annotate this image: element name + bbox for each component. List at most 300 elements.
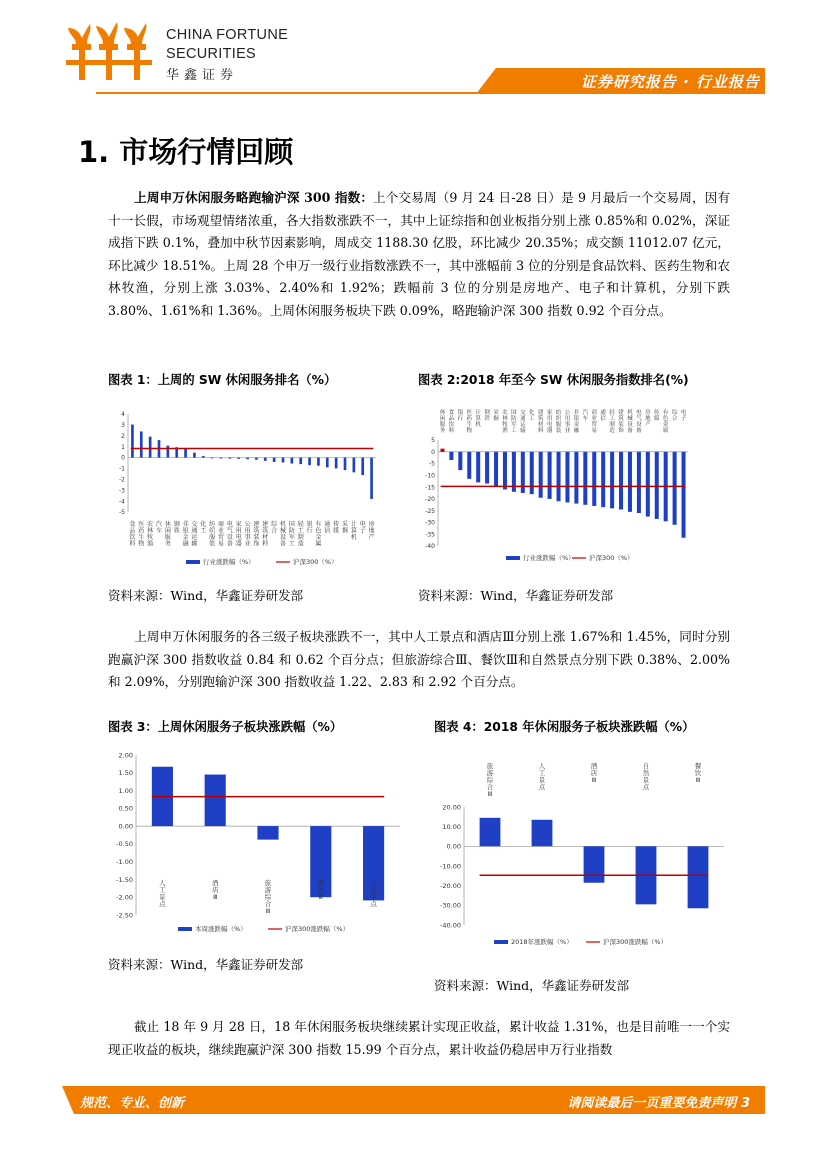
category-label bbox=[618, 408, 624, 434]
svg-text:筑: 筑 bbox=[618, 416, 624, 422]
svg-text:农: 农 bbox=[147, 521, 154, 528]
svg-text:械: 械 bbox=[279, 527, 287, 535]
svg-text:传: 传 bbox=[333, 521, 340, 528]
y-tick-label: 2.00 bbox=[118, 751, 133, 760]
legend-label-reference: 沪深300涨跌幅（%） bbox=[603, 938, 668, 946]
svg-text:用: 用 bbox=[564, 416, 571, 422]
svg-text:牧: 牧 bbox=[502, 422, 508, 428]
svg-text:服: 服 bbox=[439, 422, 446, 428]
bar-综合 bbox=[273, 458, 276, 462]
category-label bbox=[289, 520, 295, 548]
svg-text:然: 然 bbox=[642, 769, 650, 777]
paragraph-market-review bbox=[108, 187, 730, 323]
svg-text:信: 信 bbox=[324, 527, 331, 535]
svg-text:Ⅲ: Ⅲ bbox=[591, 776, 597, 784]
svg-text:车: 车 bbox=[155, 527, 163, 535]
svg-text:电: 电 bbox=[226, 521, 233, 528]
svg-text:钢: 钢 bbox=[484, 410, 490, 416]
svg-text:饮: 饮 bbox=[448, 422, 455, 428]
svg-text:饰: 饰 bbox=[618, 428, 624, 434]
paragraph-body: 截止 18 年 9 月 28 日，18 年休闲服务板块继续累计实现正收益，累计收益 1.31%，也是目前唯一一个实现正收益的板块，继续跑赢沪深 300 指数 15.99 个百分点，累计收益仍稳居申万行业指数 bbox=[108, 1019, 730, 1057]
svg-text:机: 机 bbox=[627, 410, 633, 416]
svg-text:综: 综 bbox=[671, 410, 678, 416]
svg-text:银: 银 bbox=[306, 521, 313, 528]
svg-text:业: 业 bbox=[217, 527, 225, 535]
bar-房地产 bbox=[370, 458, 373, 499]
category-label bbox=[280, 520, 286, 548]
svg-text:餐: 餐 bbox=[317, 879, 325, 887]
legend-bar-swatch bbox=[494, 940, 508, 944]
bar-公用事业 bbox=[246, 458, 249, 460]
y-tick-label: 0.50 bbox=[118, 804, 133, 813]
svg-text:有: 有 bbox=[315, 521, 322, 528]
svg-text:料: 料 bbox=[537, 428, 544, 434]
category-label bbox=[245, 521, 251, 548]
svg-text:银: 银 bbox=[573, 416, 580, 422]
svg-text:备: 备 bbox=[226, 540, 233, 548]
svg-text:Ⅲ: Ⅲ bbox=[487, 790, 493, 798]
svg-text:交: 交 bbox=[520, 410, 526, 416]
category-label bbox=[212, 878, 219, 901]
legend-bar-swatch bbox=[506, 556, 520, 560]
svg-text:工: 工 bbox=[297, 527, 304, 535]
y-tick-label: 4 bbox=[121, 411, 125, 419]
bar-建筑装饰 bbox=[619, 452, 623, 510]
y-tick-label: -10 bbox=[425, 472, 435, 480]
bar-通信 bbox=[326, 458, 329, 468]
category-label bbox=[600, 408, 606, 422]
svg-text:渔: 渔 bbox=[147, 540, 154, 548]
bar-轻工制造 bbox=[299, 458, 302, 465]
svg-text:织: 织 bbox=[209, 527, 216, 535]
svg-text:业: 业 bbox=[564, 428, 571, 434]
svg-text:运: 运 bbox=[191, 534, 198, 541]
svg-text:属: 属 bbox=[662, 428, 669, 434]
category-label bbox=[200, 520, 206, 535]
svg-text:银: 银 bbox=[182, 527, 189, 535]
legend-label-reference: 沪深300（%） bbox=[293, 558, 338, 566]
bar-交通运输 bbox=[193, 453, 196, 458]
svg-text:制: 制 bbox=[297, 534, 304, 541]
category-label bbox=[591, 408, 597, 434]
svg-text:酒: 酒 bbox=[590, 762, 598, 770]
svg-text:装: 装 bbox=[618, 422, 624, 428]
svg-text:人: 人 bbox=[538, 762, 546, 770]
svg-text:物: 物 bbox=[138, 540, 145, 548]
svg-text:器: 器 bbox=[546, 428, 553, 434]
svg-text:休: 休 bbox=[439, 410, 446, 416]
svg-text:输: 输 bbox=[191, 540, 198, 548]
chart-sub-sector-weekly bbox=[108, 745, 408, 940]
svg-text:机: 机 bbox=[475, 422, 481, 428]
category-label bbox=[218, 520, 225, 548]
bar-商业贸易 bbox=[220, 458, 223, 459]
svg-text:点: 点 bbox=[370, 900, 377, 908]
paragraph-lead: 上周申万休闲服务略跑输沪深 300 指数： bbox=[134, 190, 374, 205]
svg-text:景: 景 bbox=[538, 776, 546, 784]
svg-text:采: 采 bbox=[341, 521, 349, 528]
svg-text:建: 建 bbox=[618, 410, 624, 416]
svg-text:地: 地 bbox=[645, 416, 651, 422]
svg-text:品: 品 bbox=[448, 416, 455, 422]
category-label bbox=[227, 520, 233, 548]
svg-text:掘: 掘 bbox=[493, 416, 499, 422]
bar-人工景点 bbox=[532, 820, 553, 847]
figure-4-title: 图表 4：2018 年休闲服务子板块涨跌幅（%） bbox=[434, 720, 695, 734]
category-label bbox=[147, 520, 153, 548]
legend-label-reference: 沪深300（%） bbox=[589, 554, 634, 562]
bar-通信 bbox=[601, 452, 605, 507]
bar-非银金融 bbox=[574, 452, 578, 504]
svg-text:汽: 汽 bbox=[155, 521, 163, 528]
svg-text:纺: 纺 bbox=[555, 410, 562, 416]
svg-text:化: 化 bbox=[200, 521, 207, 528]
svg-text:合: 合 bbox=[271, 527, 278, 535]
svg-text:生: 生 bbox=[138, 534, 145, 541]
category-label bbox=[183, 520, 190, 548]
svg-text:化: 化 bbox=[528, 410, 535, 416]
category-label bbox=[458, 408, 464, 422]
svg-text:通: 通 bbox=[600, 410, 606, 416]
category-label bbox=[493, 408, 499, 422]
svg-text:建: 建 bbox=[253, 521, 260, 528]
y-tick-label: -4 bbox=[119, 498, 125, 506]
svg-text:旅: 旅 bbox=[486, 762, 494, 770]
svg-text:计: 计 bbox=[350, 521, 357, 528]
svg-text:Ⅲ: Ⅲ bbox=[212, 893, 218, 901]
figure-1-source: 资料来源：Wind，华鑫证券研发部 bbox=[108, 588, 304, 603]
y-tick-label: -5 bbox=[119, 509, 125, 517]
svg-text:电: 电 bbox=[636, 410, 642, 416]
brand-name-cn: 华鑫证券 bbox=[166, 68, 239, 83]
y-tick-label: -1.50 bbox=[116, 875, 133, 884]
svg-text:房: 房 bbox=[368, 521, 375, 528]
figure-1-title: 图表 1：上周的 SW 休闲服务排名（%） bbox=[108, 373, 337, 387]
svg-text:械: 械 bbox=[627, 416, 633, 422]
svg-text:钢: 钢 bbox=[173, 521, 180, 528]
y-tick-label: -20.00 bbox=[440, 881, 461, 890]
bar-综合 bbox=[673, 452, 677, 525]
svg-text:行: 行 bbox=[457, 416, 464, 422]
category-label bbox=[440, 408, 446, 434]
bar-酒店Ⅲ bbox=[205, 775, 226, 827]
svg-text:药: 药 bbox=[138, 527, 145, 535]
category-label bbox=[191, 520, 198, 548]
bar-银行 bbox=[308, 458, 311, 466]
svg-text:融: 融 bbox=[182, 540, 189, 548]
figure-2-title: 图表 2:2018 年至今 SW 休闲服务指数排名(%) bbox=[418, 373, 689, 387]
y-tick-label: 10.00 bbox=[442, 822, 461, 831]
category-label bbox=[627, 408, 633, 434]
svg-text:设: 设 bbox=[279, 534, 287, 541]
y-tick-label: 3 bbox=[121, 422, 125, 430]
svg-text:医: 医 bbox=[138, 521, 145, 528]
svg-text:设: 设 bbox=[226, 534, 233, 541]
svg-text:材: 材 bbox=[537, 422, 544, 428]
category-label bbox=[318, 878, 325, 901]
category-label bbox=[574, 408, 580, 434]
svg-text:人: 人 bbox=[159, 879, 166, 887]
footer-disclaimer-note: 请阅读最后一页重要免责声明 3 bbox=[567, 1096, 750, 1111]
svg-text:景: 景 bbox=[159, 893, 166, 901]
category-label bbox=[370, 878, 377, 908]
brand-name-en-line1: CHINA FORTUNE bbox=[166, 27, 289, 43]
category-label bbox=[333, 520, 339, 535]
svg-text:饮: 饮 bbox=[129, 534, 136, 541]
y-tick-label: 0.00 bbox=[446, 842, 461, 851]
svg-text:商: 商 bbox=[591, 410, 598, 416]
svg-text:物: 物 bbox=[466, 428, 473, 434]
svg-text:装: 装 bbox=[253, 534, 260, 541]
svg-text:食: 食 bbox=[129, 521, 136, 528]
y-tick-label: 1.50 bbox=[118, 769, 133, 778]
y-tick-label: 2 bbox=[121, 432, 125, 440]
svg-text:饮: 饮 bbox=[317, 886, 325, 894]
category-label bbox=[475, 408, 481, 428]
svg-text:制: 制 bbox=[609, 422, 615, 428]
svg-text:合: 合 bbox=[264, 900, 272, 908]
bar-家用电器 bbox=[548, 452, 552, 499]
svg-text:事: 事 bbox=[564, 422, 571, 428]
category-label bbox=[591, 761, 598, 784]
category-label bbox=[129, 520, 135, 548]
svg-text:地: 地 bbox=[368, 527, 375, 535]
y-tick-label: -10.00 bbox=[440, 862, 461, 871]
svg-text:休: 休 bbox=[164, 521, 171, 528]
bar-酒店Ⅲ bbox=[584, 846, 605, 882]
svg-text:电: 电 bbox=[546, 422, 553, 428]
bar-家用电器 bbox=[237, 458, 240, 459]
bar-建筑装饰 bbox=[255, 458, 258, 460]
svg-text:景: 景 bbox=[642, 776, 650, 784]
svg-text:造: 造 bbox=[297, 540, 304, 548]
bar-食品饮料 bbox=[131, 425, 134, 458]
y-tick-label: 1 bbox=[121, 443, 125, 451]
svg-text:Ⅲ: Ⅲ bbox=[318, 893, 324, 901]
bar-化工 bbox=[202, 456, 205, 458]
svg-text:点: 点 bbox=[159, 900, 166, 908]
svg-text:军: 军 bbox=[511, 422, 517, 428]
category-label bbox=[138, 520, 144, 548]
svg-text:通: 通 bbox=[520, 416, 526, 422]
svg-text:饮: 饮 bbox=[694, 769, 702, 777]
bar-房地产 bbox=[646, 452, 650, 517]
category-label bbox=[369, 520, 375, 541]
category-label bbox=[511, 408, 517, 434]
svg-text:农: 农 bbox=[502, 410, 508, 416]
figure-3-title: 图表 3：上周休闲服务子板块涨跌幅（%） bbox=[108, 720, 343, 734]
svg-text:店: 店 bbox=[590, 769, 598, 777]
svg-text:备: 备 bbox=[627, 428, 633, 434]
paragraph-ytd-summary bbox=[108, 1016, 730, 1061]
bar-电气设备 bbox=[637, 452, 641, 513]
legend-label-series: 行业涨跌幅（%） bbox=[523, 554, 575, 562]
svg-text:家: 家 bbox=[235, 521, 242, 528]
category-label bbox=[643, 761, 650, 791]
y-tick-label: 20.00 bbox=[442, 803, 461, 812]
bar-旅游综合Ⅲ bbox=[257, 826, 278, 840]
legend-bar-swatch bbox=[178, 927, 192, 931]
svg-text:信: 信 bbox=[600, 416, 606, 422]
svg-text:景: 景 bbox=[370, 893, 377, 901]
svg-text:合: 合 bbox=[486, 783, 494, 791]
bar-传媒 bbox=[335, 458, 338, 469]
bar-采掘 bbox=[494, 452, 498, 486]
svg-text:产: 产 bbox=[368, 534, 375, 541]
svg-text:通: 通 bbox=[191, 527, 198, 535]
bar-医药生物 bbox=[467, 452, 471, 479]
category-label bbox=[253, 520, 259, 548]
category-label bbox=[159, 878, 166, 908]
category-label bbox=[315, 520, 321, 548]
svg-text:媒: 媒 bbox=[333, 527, 340, 535]
svg-text:公: 公 bbox=[244, 521, 251, 528]
svg-text:行: 行 bbox=[306, 527, 313, 535]
category-label bbox=[487, 761, 494, 798]
category-label bbox=[565, 410, 571, 434]
svg-text:装: 装 bbox=[555, 428, 562, 434]
category-label bbox=[502, 408, 508, 434]
svg-text:筑: 筑 bbox=[262, 527, 269, 535]
category-label bbox=[351, 520, 357, 541]
category-label bbox=[663, 408, 669, 434]
bar-钢铁 bbox=[485, 452, 489, 484]
svg-text:务: 务 bbox=[164, 540, 171, 548]
legend-label-reference: 沪深300涨跌幅（%） bbox=[285, 925, 350, 933]
svg-text:设: 设 bbox=[636, 422, 642, 428]
svg-text:汽: 汽 bbox=[582, 410, 589, 416]
bar-电子 bbox=[682, 452, 686, 538]
svg-text:服: 服 bbox=[164, 534, 171, 541]
category-label bbox=[583, 408, 589, 422]
paragraph-sub-sectors bbox=[108, 626, 730, 694]
svg-text:设: 设 bbox=[627, 422, 633, 428]
bar-公用事业 bbox=[565, 452, 569, 503]
svg-text:筑: 筑 bbox=[537, 416, 544, 422]
category-label bbox=[636, 408, 642, 434]
svg-text:子: 子 bbox=[359, 527, 366, 535]
bar-计算机 bbox=[476, 452, 480, 483]
paragraph-body: 上周申万休闲服务的各三级子板块涨跌不一，其中人工景点和酒店Ⅲ分别上涨 1.67%和 1.45%，同时分别跑赢沪深 300 指数收益 0.84 和 0.62 个百分点；但旅游综合Ⅲ、餐饮Ⅲ和自然景点分别下跌 0.38%、2.00%和 2.09%，分别跑输沪深 300 指数收益 1.22、2.83 和 2.92 个百分点。 bbox=[108, 629, 730, 690]
chart-sw-ytd-ranking bbox=[418, 400, 698, 570]
y-tick-label: -40.00 bbox=[440, 921, 461, 930]
y-tick-label: 0 bbox=[121, 454, 125, 462]
svg-text:金: 金 bbox=[573, 422, 580, 428]
svg-text:贸: 贸 bbox=[591, 422, 598, 428]
svg-text:用: 用 bbox=[235, 527, 242, 535]
svg-text:非: 非 bbox=[182, 521, 189, 528]
bar-餐饮Ⅲ bbox=[688, 846, 709, 908]
y-tick-label: -0.50 bbox=[116, 840, 133, 849]
bar-银行 bbox=[458, 452, 462, 470]
bar-机械设备 bbox=[628, 452, 632, 512]
bar-商业贸易 bbox=[592, 452, 596, 506]
svg-text:工: 工 bbox=[609, 416, 615, 422]
bar-休闲服务 bbox=[440, 449, 444, 452]
bar-农林牧渔 bbox=[503, 452, 507, 490]
bar-有色金属 bbox=[317, 458, 320, 466]
category-label bbox=[156, 520, 162, 535]
brand-name-en-line2: SECURITIES bbox=[166, 46, 257, 62]
svg-text:点: 点 bbox=[642, 783, 650, 791]
svg-text:金: 金 bbox=[662, 422, 669, 428]
category-label bbox=[466, 408, 472, 434]
category-label bbox=[209, 520, 216, 548]
category-label bbox=[538, 408, 544, 434]
svg-text:商: 商 bbox=[217, 521, 225, 528]
svg-text:酒: 酒 bbox=[211, 879, 219, 887]
svg-text:掘: 掘 bbox=[341, 527, 349, 535]
y-tick-label: -15 bbox=[425, 484, 435, 492]
svg-text:军: 军 bbox=[288, 534, 295, 541]
svg-text:装: 装 bbox=[209, 540, 216, 548]
y-tick-label: -5 bbox=[429, 460, 435, 468]
svg-text:服: 服 bbox=[555, 422, 562, 428]
svg-text:料: 料 bbox=[129, 540, 136, 548]
company-logo-icon bbox=[62, 20, 154, 82]
legend-label-series: 2018年涨跌幅（%） bbox=[511, 938, 573, 946]
footer-slogan: 规范、专业、创新 bbox=[80, 1096, 185, 1111]
svg-text:游: 游 bbox=[486, 769, 494, 777]
svg-text:然: 然 bbox=[370, 886, 377, 894]
svg-text:电: 电 bbox=[235, 534, 242, 541]
svg-text:输: 输 bbox=[520, 428, 526, 434]
svg-text:料: 料 bbox=[262, 540, 269, 548]
svg-text:店: 店 bbox=[211, 886, 219, 894]
bar-轻工制造 bbox=[610, 452, 614, 509]
svg-text:服: 服 bbox=[209, 534, 216, 541]
category-label bbox=[324, 520, 330, 535]
svg-text:有: 有 bbox=[662, 410, 669, 416]
svg-text:工: 工 bbox=[288, 540, 295, 548]
category-label bbox=[298, 520, 305, 548]
svg-text:务: 务 bbox=[439, 428, 446, 434]
svg-text:贸: 贸 bbox=[217, 534, 225, 541]
svg-text:饰: 饰 bbox=[253, 540, 260, 548]
category-label bbox=[681, 408, 687, 422]
bar-纺织服装 bbox=[211, 458, 214, 459]
bar-计算机 bbox=[353, 458, 356, 473]
chart-sw-weekly-ranking bbox=[108, 400, 388, 570]
svg-text:工: 工 bbox=[200, 527, 207, 535]
svg-text:国: 国 bbox=[511, 410, 517, 416]
svg-text:材: 材 bbox=[262, 534, 269, 541]
bar-传媒 bbox=[655, 452, 659, 519]
bar-建筑材料 bbox=[539, 452, 543, 498]
bar-食品饮料 bbox=[449, 452, 453, 460]
category-label bbox=[609, 408, 615, 434]
svg-text:色: 色 bbox=[315, 527, 322, 535]
svg-text:综: 综 bbox=[486, 776, 494, 784]
svg-text:林: 林 bbox=[147, 527, 154, 535]
svg-text:机: 机 bbox=[279, 521, 287, 528]
figure-3-source: 资料来源：Wind，华鑫证券研发部 bbox=[108, 957, 304, 972]
y-tick-label: -20 bbox=[425, 496, 435, 504]
y-tick-label: -1.00 bbox=[116, 857, 133, 866]
svg-text:电: 电 bbox=[680, 410, 687, 416]
svg-text:业: 业 bbox=[591, 416, 598, 422]
svg-text:药: 药 bbox=[466, 416, 473, 422]
category-label bbox=[695, 761, 702, 784]
bar-电子 bbox=[361, 458, 364, 476]
y-tick-label: -3 bbox=[119, 487, 125, 495]
category-label bbox=[265, 878, 272, 915]
report-type-label: 证券研究报告 · 行业报告 bbox=[580, 73, 760, 91]
bar-非银金融 bbox=[184, 449, 187, 458]
category-label bbox=[262, 520, 268, 548]
svg-text:公: 公 bbox=[564, 410, 571, 416]
svg-text:渔: 渔 bbox=[502, 428, 508, 434]
